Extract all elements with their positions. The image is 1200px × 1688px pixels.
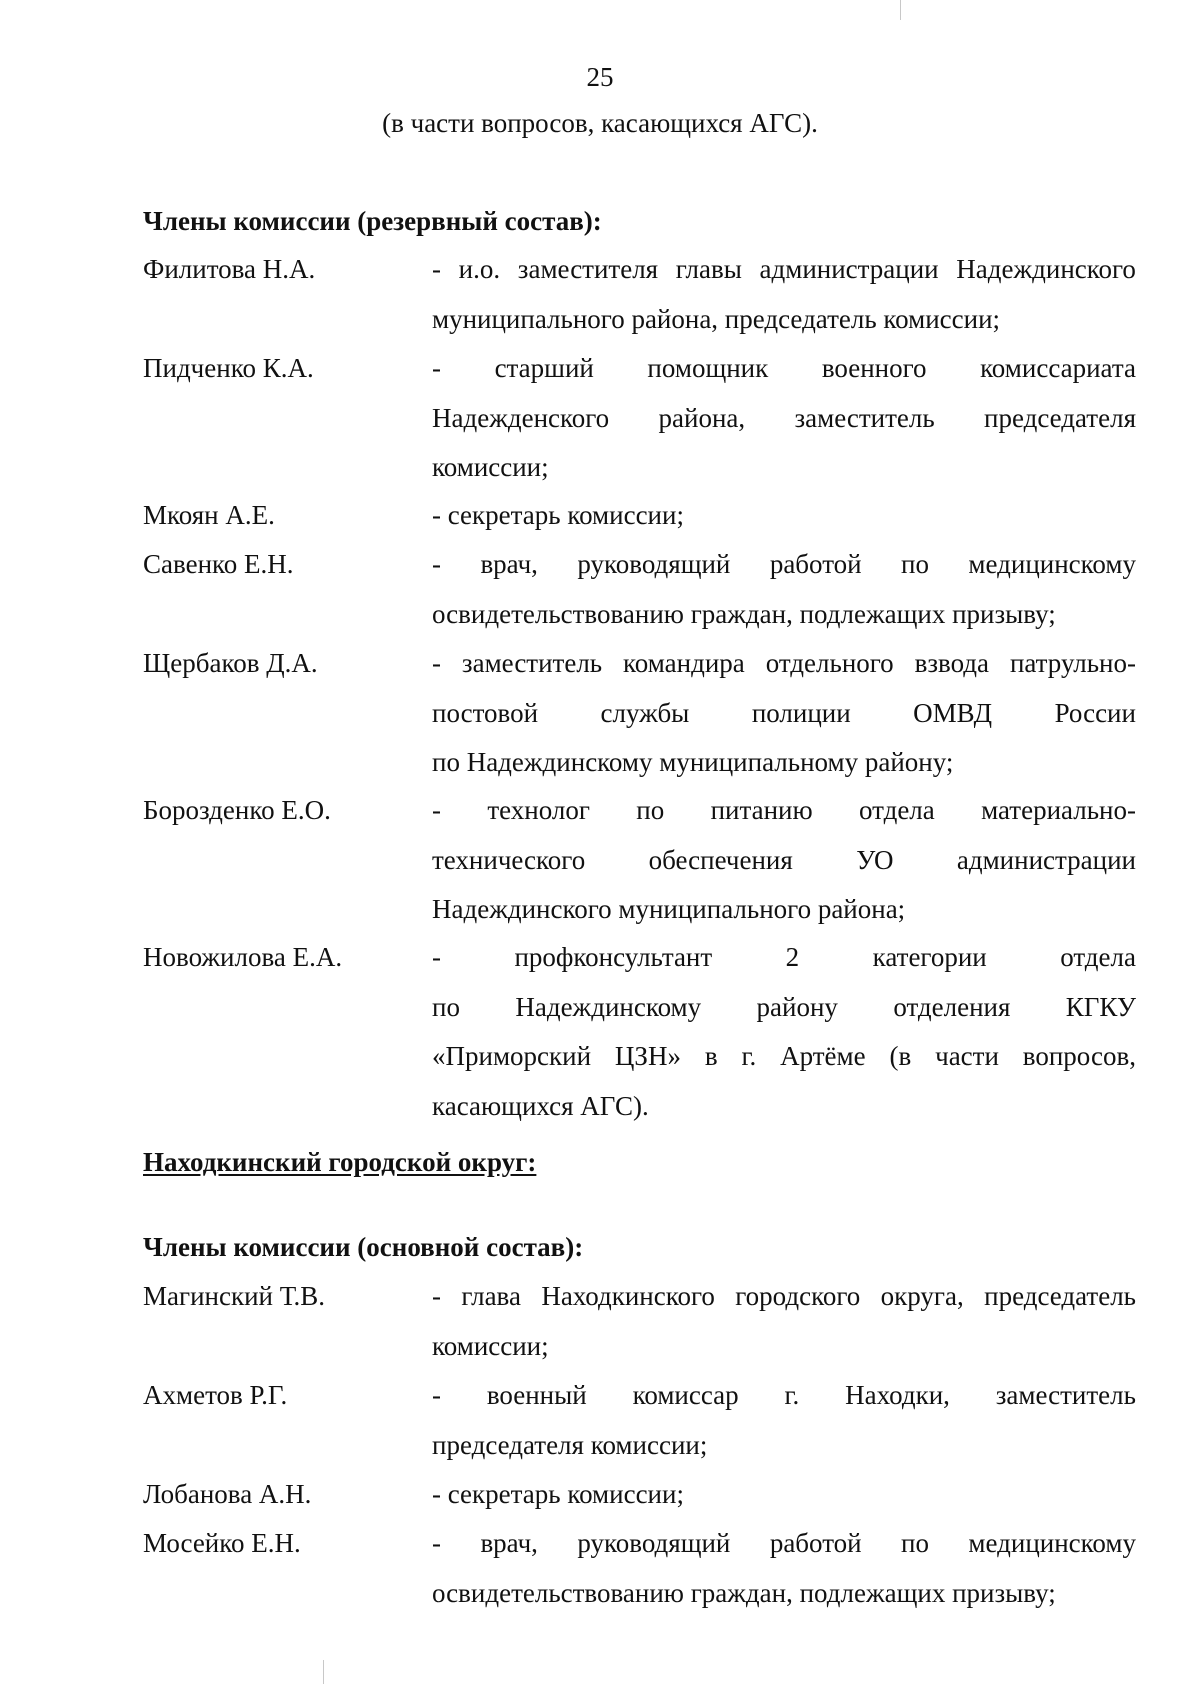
member-name: Магинский Т.В. [143,1281,326,1311]
member-role-line: технического обеспечения УО администрации [432,844,1136,875]
member-role-line: Надежденского района, заместитель председателя [432,402,1136,433]
nakhodka-section-title: Находкинский городской округ: [143,1147,537,1177]
member-name: Савенко Е.Н. [143,549,294,579]
nakhodka-heading: Члены комиссии (основной состав): [143,1232,584,1262]
member-role-line: комиссии; [432,452,549,482]
member-role-line: - врач, руководящий работой по медицинскому [432,1528,1136,1558]
member-name: Пидченко К.А. [143,353,314,383]
member-name: Щербаков Д.А. [143,648,318,678]
member-role-line: - и.о. заместителя главы администрации Надеждинского [432,254,1136,284]
member-name: Борозденко Е.О. [143,795,331,825]
member-role-line: по Надеждинскому муниципальному району; [432,747,954,777]
member-role-line: - профконсультант 2 категории отдела [432,942,1136,972]
member-role-line: - военный комиссар г. Находки, заместитель [432,1380,1136,1410]
member-role-line: - технолог по питанию отдела материально- [432,795,1136,825]
member-role-line: касающихся АГС). [432,1090,649,1121]
member-role-line: председателя комиссии; [432,1429,708,1460]
member-role-line: - секретарь комиссии; [432,1479,684,1509]
member-role-line: - заместитель командира отдельного взвода патрульно- [432,648,1136,678]
member-role-line: комиссии; [432,1330,549,1361]
member-name: Ахметов Р.Г. [143,1380,288,1410]
member-role-line: постовой службы полиции ОМВД России [432,697,1136,728]
member-role-line: освидетельствованию граждан, подлежащих призыву; [432,598,1056,629]
member-name: Лобанова А.Н. [143,1479,312,1509]
scan-mark [323,1660,324,1684]
member-role-line: Надеждинского муниципального района; [432,894,906,924]
member-role-line: «Приморский ЦЗН» в г. Артёме (в части вопросов, [432,1041,1136,1071]
continuation-text: (в части вопросов, касающихся АГС). [382,108,818,138]
reserve-heading: Члены комиссии (резервный состав): [143,206,602,236]
member-name: Мосейко Е.Н. [143,1528,301,1558]
member-role-line: - врач, руководящий работой по медицинскому [432,549,1136,579]
member-role-line: - глава Находкинского городского округа, председатель [432,1281,1136,1311]
member-role-line: освидетельствованию граждан, подлежащих призыву; [432,1577,1056,1608]
member-role-line: по Надеждинскому району отделения КГКУ [432,991,1136,1022]
member-name: Новожилова Е.А. [143,942,343,972]
page-number: 25 [586,62,614,92]
member-name: Филитова Н.А. [143,254,316,284]
scan-mark [900,0,901,20]
member-role-line: - секретарь комиссии; [432,500,684,530]
member-role-line: муниципального района, председатель комиссии; [432,303,1001,334]
member-role-line: - старший помощник военного комиссариата [432,353,1136,383]
member-name: Мкоян А.Е. [143,500,275,530]
